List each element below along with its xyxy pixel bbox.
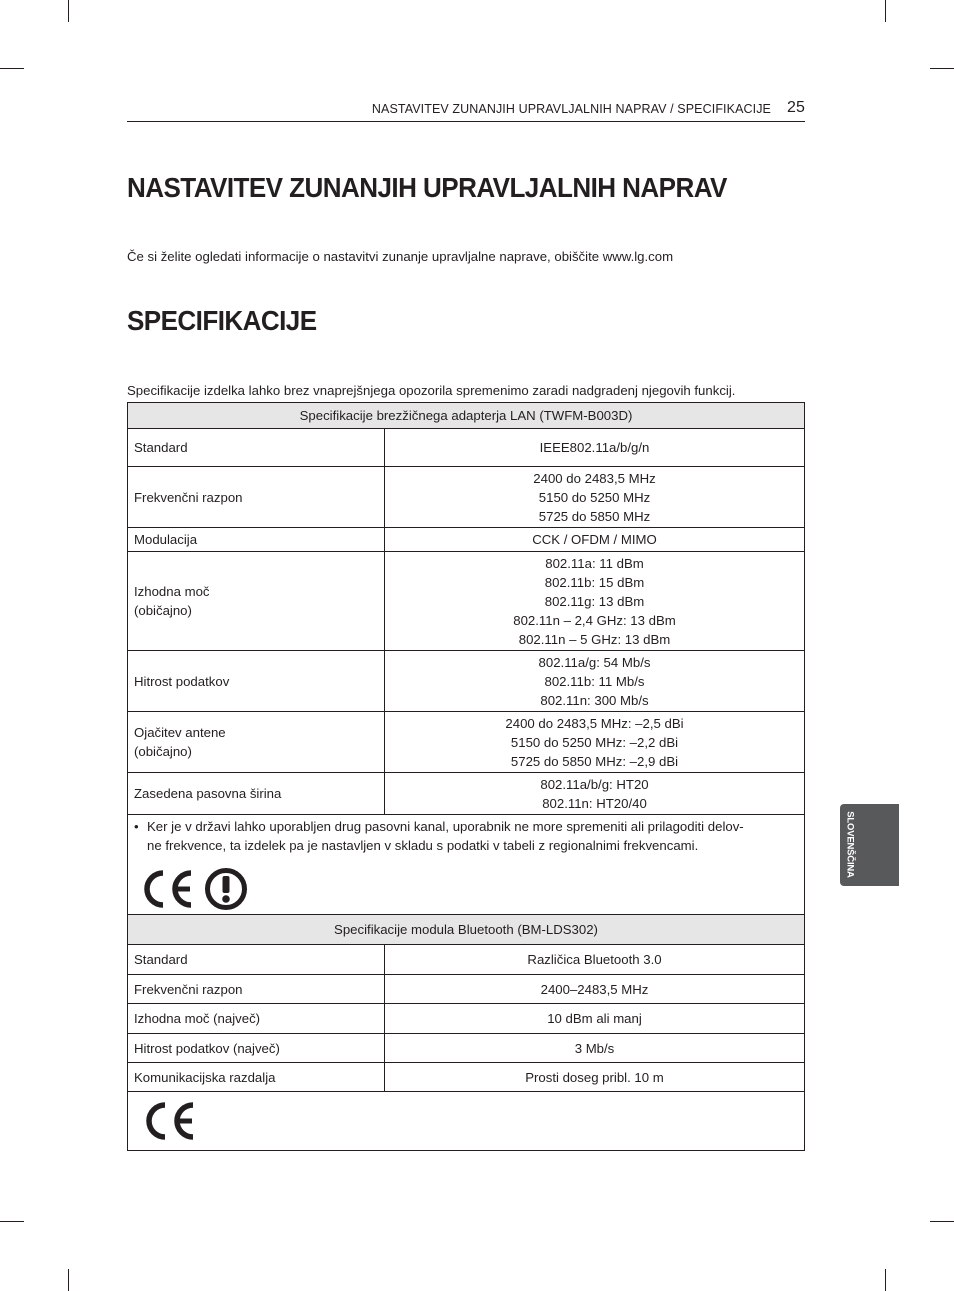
ce-mark-icon [138, 1099, 198, 1143]
section-title-external-devices: NASTAVITEV ZUNANJIH UPRAVLJALNIH NAPRAV [127, 172, 727, 203]
row-value: Prosti doseg pribl. 10 m [385, 1063, 805, 1092]
row-label: Hitrost podatkov (največ) [128, 1034, 385, 1063]
table-row [128, 1004, 805, 1034]
row-label: Komunikacijska razdalja [128, 1063, 385, 1092]
row-label: Izhodna moč (največ) [128, 1004, 385, 1034]
note-line: Ker je v državi lahko uporabljen drug pasovni kanal, uporabnik ne more spremeniti ali prilagoditi delov- [147, 819, 744, 834]
row-value: CCK / OFDM / MIMO [385, 528, 805, 552]
table-row [128, 467, 805, 528]
row-value: Različica Bluetooth 3.0 [385, 945, 805, 975]
row-label: Hitrost podatkov [128, 651, 385, 712]
row-value: 2400 do 2483,5 MHz: –2,5 dBi 5150 do 5250 MHz: –2,2 dBi 5725 do 5850 MHz: –2,9 dBi [385, 712, 805, 773]
crop-mark [885, 0, 886, 22]
crop-mark [0, 1221, 24, 1222]
row-value: 802.11a/g: 54 Mb/s 802.11b: 11 Mb/s 802.11n: 300 Mb/s [385, 651, 805, 712]
compliance-marks [136, 867, 798, 911]
table-row [128, 1063, 805, 1092]
row-value: 2400–2483,5 MHz [385, 975, 805, 1004]
section-title-specifications: SPECIFIKACIJE [127, 305, 317, 336]
ce-mark-icon [136, 867, 196, 911]
row-value: 10 dBm ali manj [385, 1004, 805, 1034]
alert-mark-icon [204, 867, 248, 911]
bluetooth-header-row [128, 915, 805, 945]
page-number: 25 [787, 99, 805, 116]
row-value: 802.11a/b/g: HT20 802.11n: HT20/40 [385, 773, 805, 815]
wlan-note [128, 815, 805, 915]
row-value: IEEE802.11a/b/g/n [385, 429, 805, 467]
row-label: Frekvenčni razpon [128, 975, 385, 1004]
table-row [128, 975, 805, 1004]
crop-mark [930, 68, 954, 69]
crop-mark [930, 1221, 954, 1222]
row-value: 2400 do 2483,5 MHz 5150 do 5250 MHz 5725 do 5850 MHz [385, 467, 805, 528]
running-head-text: NASTAVITEV ZUNANJIH UPRAVLJALNIH NAPRAV / SPECIFIKACIJE [371, 102, 771, 116]
table-row [128, 712, 805, 773]
row-label: Frekvenčni razpon [128, 467, 385, 528]
crop-mark [0, 68, 24, 69]
table-row [128, 429, 805, 467]
bluetooth-header: Specifikacije modula Bluetooth (BM-LDS302) [128, 915, 805, 945]
specifications-intro: Specifikacije izdelka lahko brez vnaprejšnjega opozorila spremenimo zaradi nadgradenj njegovih funkcij. [127, 383, 736, 398]
spec-table [127, 402, 805, 1151]
wlan-header: Specifikacije brezžičnega adapterja LAN (TWFM-B003D) [128, 403, 805, 429]
table-row [128, 552, 805, 651]
table-row [128, 1034, 805, 1063]
row-value: 3 Mb/s [385, 1034, 805, 1063]
bluetooth-marks [128, 1092, 805, 1151]
row-value: 802.11a: 11 dBm 802.11b: 15 dBm 802.11g: 13 dBm 802.11n – 2,4 GHz: 13 dBm 802.11n – 5 GHz: 13 dBm [385, 552, 805, 651]
row-label: Ojačitev antene (običajno) [128, 712, 385, 773]
note-line: ne frekvence, ta izdelek pa je nastavljen v skladu s podatki v tabeli z regionalnimi frekvencami. [147, 838, 699, 853]
language-tab [840, 804, 899, 886]
table-row [128, 945, 805, 975]
row-label: Standard [128, 429, 385, 467]
language-tab-label: SLOVENŠČINA [844, 811, 856, 878]
row-label: Izhodna moč (običajno) [128, 552, 385, 651]
table-row [128, 773, 805, 815]
table-row [128, 528, 805, 552]
table-row [128, 651, 805, 712]
bluetooth-mark-row [128, 1092, 805, 1151]
crop-mark [885, 1269, 886, 1291]
crop-mark [68, 0, 69, 22]
header-rule [127, 121, 805, 122]
bullet: • [134, 819, 139, 834]
crop-mark [68, 1269, 69, 1291]
row-label: Modulacija [128, 528, 385, 552]
external-devices-text: Če si želite ogledati informacije o nastavitvi zunanje upravljalne naprave, obiščite www.lg.com [127, 249, 674, 264]
row-label: Standard [128, 945, 385, 975]
wlan-note-row [128, 815, 805, 915]
wlan-header-row [128, 403, 805, 429]
row-label: Zasedena pasovna širina [128, 773, 385, 815]
